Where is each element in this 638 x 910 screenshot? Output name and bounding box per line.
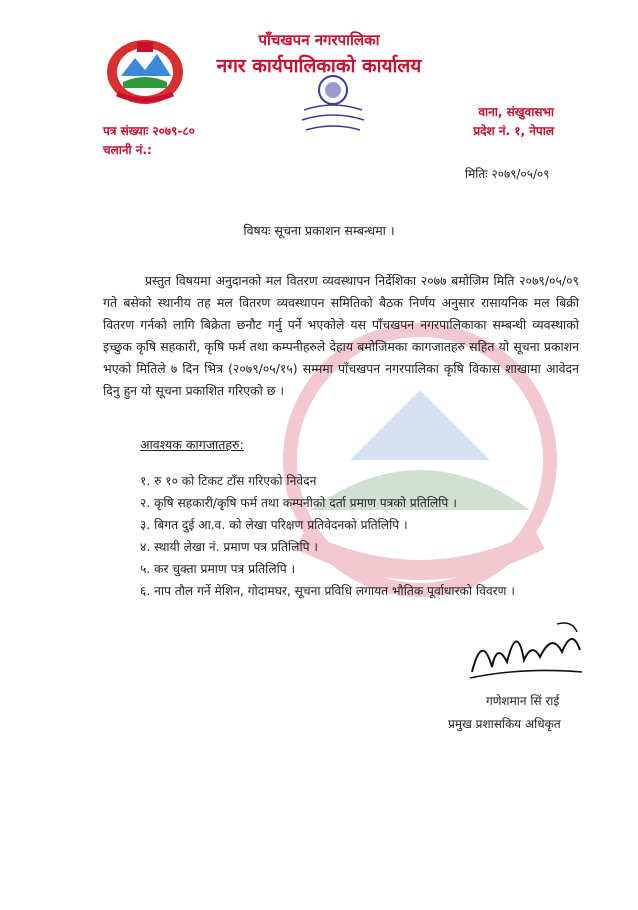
letter-number: पत्र संख्याः २०७९-८०	[103, 124, 195, 138]
body-paragraph: प्रस्तुत विषयमा अनुदानको मल वितरण व्यवस्थापन निर्देशिका २०७७ बमोजिम मिति २०७९/०५/०९ गते बसेको स्थानीय तह मल वितरण व्यवस्थापन समितिको बैठक निर्णय अनुसार रासायनिक मल बिक्री वितरण गर्नको लागि बिक्रेता छनौट गर्नु पर्ने भएकोले यस पाँचखपन नगरपालिकाका सम्बन्धी व्यवस्थाको इच्छुक कृषि सहकारी, कृषि फर्म तथा कम्पनीहरुले देहाय बमोजिमका कागजातहरु सहित यो सूचना प्रकाशन भएको मितिले ७ दिन भित्र (२०७९/०५/१५) सम्ममा पाँचखपन नगरपालिका कृषि विकास शाखामा आवेदन दिनु हुन यो सूचना प्रकाशित गरिएको छ ।	[103, 273, 579, 398]
municipality-name: पाँचखपन नगरपालिका	[258, 31, 380, 49]
address-line-1: वाना, संखुवासभा	[478, 105, 554, 119]
signature-icon	[462, 612, 592, 692]
list-item: ५. कर चुक्ता प्रमाण पत्र प्रतिलिपि ।	[140, 562, 296, 576]
documents-heading: आवश्यक कागजातहरु:	[140, 437, 244, 452]
office-name: नगर कार्यपालिकाको कार्यालय	[216, 55, 422, 77]
list-item: ६. नाप तौल गर्ने मेशिन, गोदामघर, सूचना प्रविधि लगायत भौतिक पूर्वाधारको विवरण ।	[140, 584, 515, 598]
signatory-title: प्रमुख प्रशासकिय अधिकृत	[448, 717, 561, 731]
list-item: २. कृषि सहकारी/कृषि फर्म तथा कम्पनीको दर्ता प्रमाण पत्रको प्रतिलिपि ।	[140, 496, 457, 510]
office-stamp-icon	[294, 70, 372, 142]
list-item: ४. स्थायी लेखा नं. प्रमाण पत्र प्रतिलिपि ।	[140, 540, 319, 554]
list-item: १. रु १० को टिकट टाँस गरिएको निवेदन	[140, 474, 317, 488]
list-item: ३. बिगत दुई आ.व. को लेखा परिक्षण प्रतिवेदनको प्रतिलिपि ।	[140, 518, 408, 532]
letter-date: मितिः २०७९/०५/०९	[465, 167, 550, 181]
dispatch-number: चलानी नं.:	[103, 143, 152, 157]
documents-list	[140, 470, 580, 602]
address-line-2: प्रदेश नं. १, नेपाल	[473, 124, 554, 138]
letter-subject: विषयः सूचना प्रकाशन सम्बन्धमा ।	[243, 223, 395, 238]
signatory-name: गणेशमान सिं राई	[486, 694, 560, 708]
